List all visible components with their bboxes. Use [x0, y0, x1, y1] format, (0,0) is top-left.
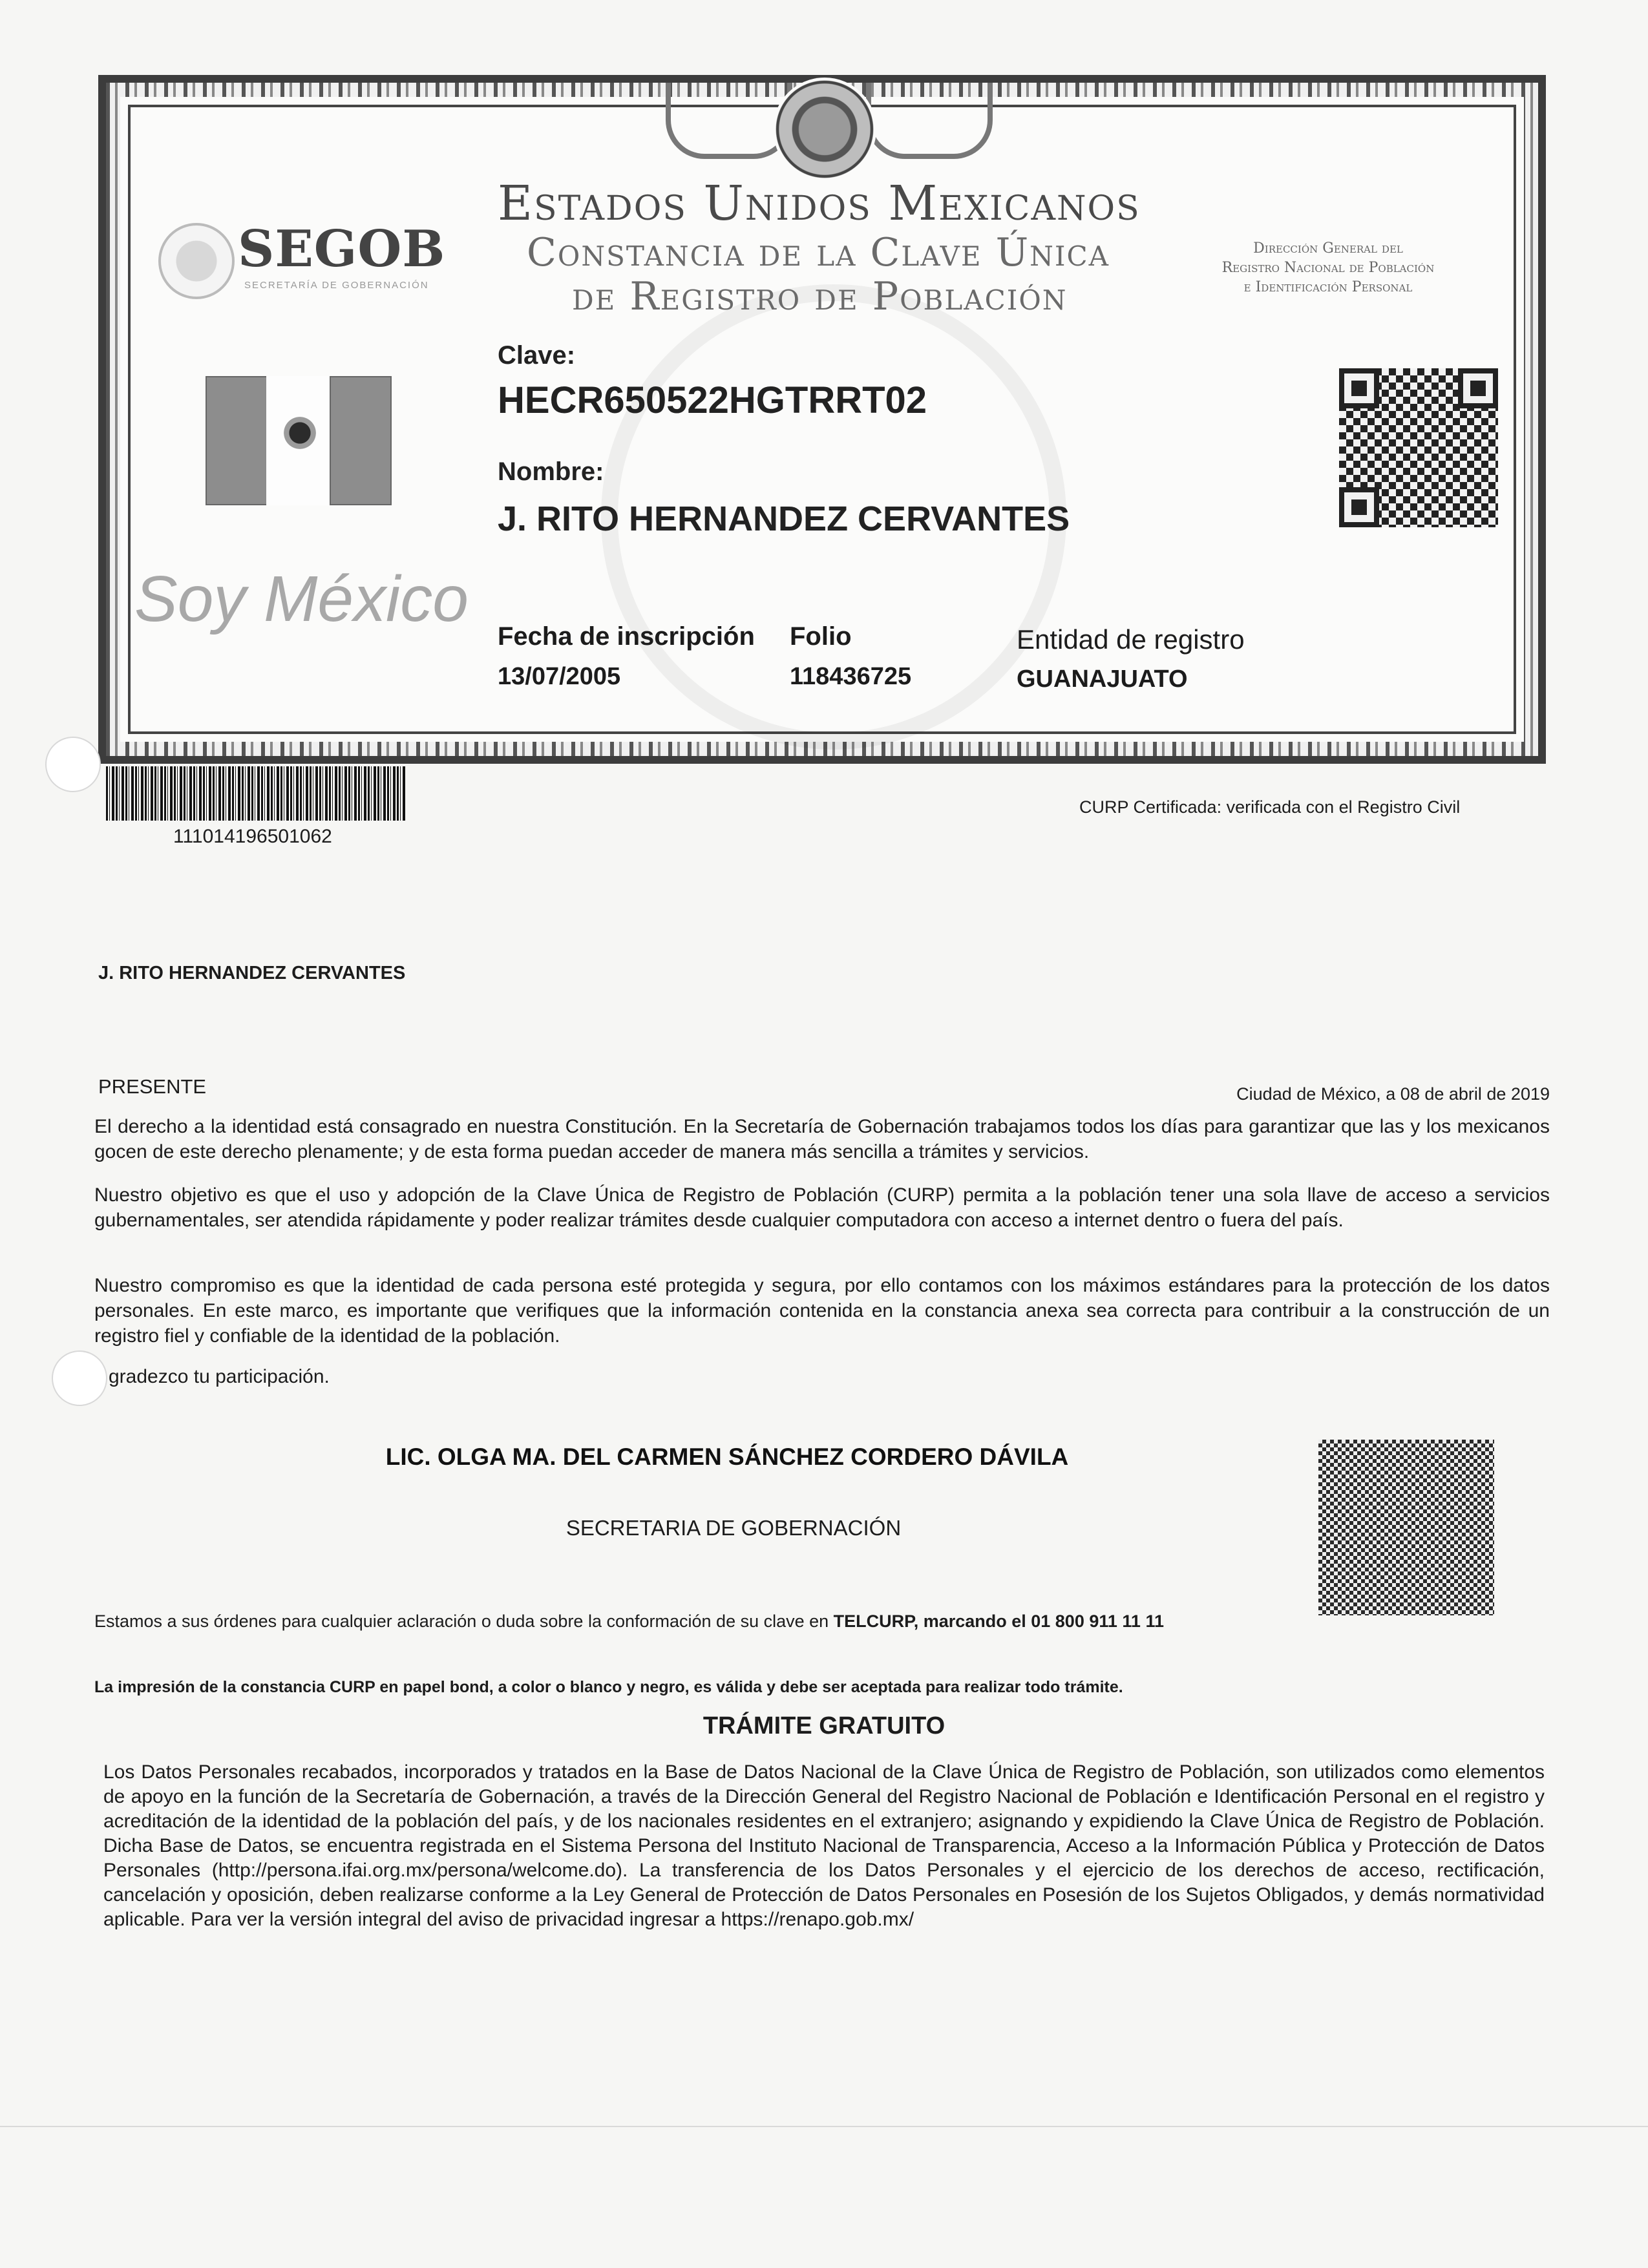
fecha-value: 13/07/2005: [498, 663, 621, 690]
contact-line: [94, 1612, 1164, 1632]
letter-paragraph-1: El derecho a la identidad está consagrado en nuestra Constitución. En la Secretaría de Gobernación trabajamos todos los días para garantizar que las y los mexicanos gocen de este derecho plenamente; y de esta forma puedan acceder de manera más sencilla a trámites y servicios.: [94, 1116, 1550, 1162]
direction-line-3: e Identificación Personal: [1243, 279, 1413, 295]
fecha-label: Fecha de inscripción: [498, 622, 755, 651]
flag-emblem-icon: [282, 414, 318, 452]
barcode-icon: [106, 766, 406, 821]
letter-closing: gradezco tu participación.: [109, 1366, 330, 1387]
segob-logo-text: SEGOB: [238, 220, 446, 278]
signer-title: SECRETARIA DE GOBERNACIÓN: [565, 1516, 902, 1540]
direction-name: [1173, 239, 1483, 297]
clave-label: Clave:: [498, 341, 576, 370]
folio-value: 118436725: [790, 663, 912, 690]
letter-paragraph-2: Nuestro objetivo es que el uso y adopción de la Clave Única de Registro de Población (CURP) permita a la población tener una sola llave de acceso a servicios gubernamentales, ser atendida rápidamente y poder realizar trámites desde cualquier computadora con acceso a internet dentro o fuera del país.: [94, 1184, 1550, 1231]
nombre-value: J. RITO HERNANDEZ CERVANTES: [498, 499, 1070, 538]
direction-line-2: Registro Nacional de Población: [1221, 260, 1435, 276]
folio-label: Folio: [790, 622, 852, 651]
contact-text: Estamos a sus órdenes para cualquier aclaración o duda sobre la conformación de su clave en: [94, 1612, 834, 1631]
direction-line-1: Dirección General del: [1253, 240, 1403, 257]
barcode-number: 111014196501062: [173, 826, 332, 847]
greca-ornament-right: [866, 83, 993, 159]
tramite-gratuito: TRÁMITE GRATUITO: [703, 1712, 945, 1739]
entidad-label: Entidad de registro: [1017, 624, 1245, 655]
impresion-notice: La impresión de la constancia CURP en papel bond, a color o blanco y negro, es válida y debe ser aceptada para realizar todo trámite.: [94, 1678, 1123, 1696]
segob-subtitle: SECRETARÍA DE GOBERNACIÓN: [244, 280, 429, 291]
telcurp-number: TELCURP, marcando el 01 800 911 11 11: [833, 1612, 1164, 1631]
page-bottom-line: [0, 2126, 1648, 2127]
qr-code-icon: [1339, 368, 1498, 527]
segob-seal-icon: [158, 223, 235, 299]
punch-hole: [52, 1350, 107, 1406]
slogan: Soy México: [134, 563, 469, 635]
punch-hole: [45, 737, 101, 792]
curp-certificada: CURP Certificada: verificada con el Registro Civil: [1079, 797, 1461, 817]
clave-value: HECR650522HGTRRT02: [498, 379, 927, 421]
qr-code-bottom-icon: [1318, 1440, 1494, 1615]
letter-presente: PRESENTE: [98, 1075, 207, 1098]
privacy-notice: Los Datos Personales recabados, incorporados y tratados en la Base de Datos Nacional de la Clave Única de Registro de Población, son utilizados como elementos de apoyo en la función de la Secretaría de Gobernación, a través de la Dirección General del Registro Nacional de Población e Identificación Personal en el registro y acreditación de la identidad de la población del país, y de los nacionales residentes en el extranjero; asignando y expidiendo la Clave Única de Registro de Población. Dicha Base de Datos, se encuentra registrada en el Sistema Persona del Instituto Nacional de Transparencia, Acceso a la Información Pública y Protección de Datos Personales (http://persona.ifai.org.mx/persona/welcome.do). La transferencia de los Datos Personales y el ejercicio de los derechos de acceso, rectificación, cancelación y oposición, deben realizarse conforme a la Ley General de Protección de Datos Personales en Posesión de los Sujetos Obligados, y demás normatividad aplicable. Para ver la versión integral del aviso de privacidad ingresar a https://renapo.gob.mx/: [103, 1761, 1545, 1930]
letter-paragraph-3: Nuestro compromiso es que la identidad de cada persona esté protegida y segura, por ello contamos con los máximos estándares para la protección de los datos personales. En este marco, es importante que verifiques que la información contenida en la constancia anexa sea correcta para contribuir a la construcción de un registro fiel y confiable de la identidad de la población.: [94, 1275, 1550, 1347]
national-seal-icon: [773, 78, 876, 181]
signer-name: LIC. OLGA MA. DEL CARMEN SÁNCHEZ CORDERO DÁVILA: [385, 1444, 1069, 1470]
letter-recipient: J. RITO HERNANDEZ CERVANTES: [98, 963, 406, 983]
title-country: Estados Unidos Mexicanos: [498, 176, 1141, 231]
title-registro: de Registro de Población: [572, 274, 1068, 319]
entidad-value: GUANAJUATO: [1017, 666, 1188, 693]
title-constancia: Constancia de la Clave Única: [527, 230, 1110, 275]
nombre-label: Nombre:: [498, 457, 604, 486]
letter-place-date: Ciudad de México, a 08 de abril de 2019: [1236, 1084, 1550, 1104]
